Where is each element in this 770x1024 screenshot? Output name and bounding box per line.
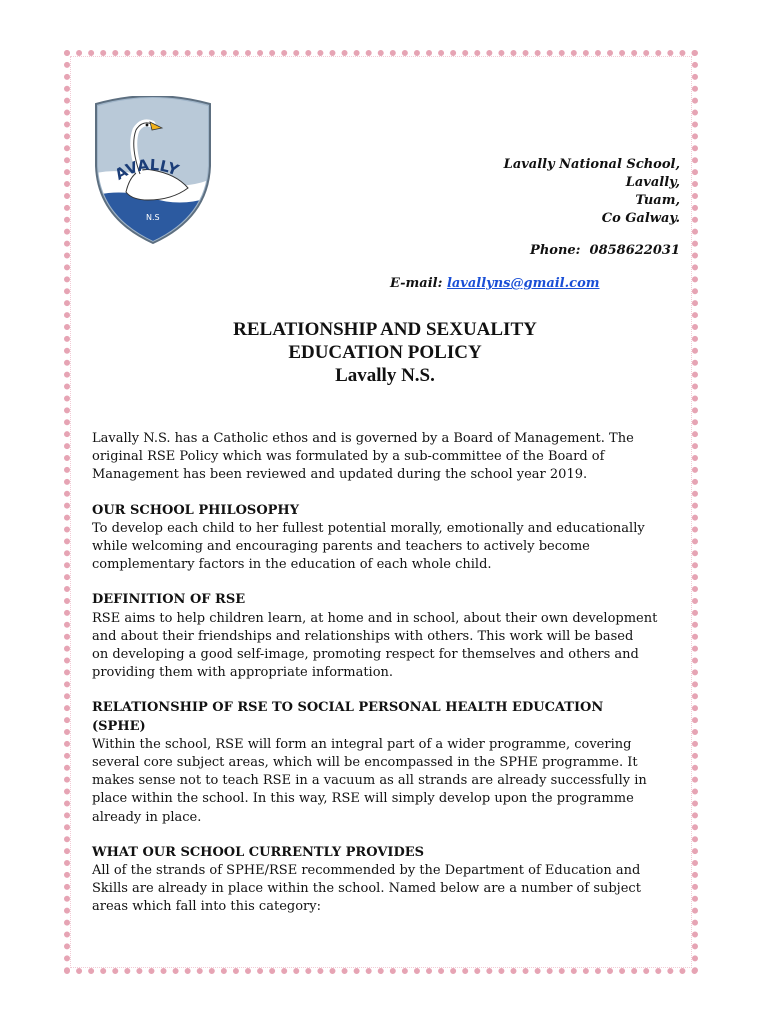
- text-line: original RSE Policy which was formulated by a sub-committee of the Board of: [92, 449, 605, 465]
- email-label: E-mail:: [390, 276, 443, 291]
- title-line-3: Lavally N.S.: [335, 365, 435, 386]
- section-paragraph-relationship: [92, 736, 682, 827]
- text-line: makes sense not to teach RSE in a vacuum as all strands are already successfully in: [92, 773, 647, 789]
- crest-text: AVALLY: [111, 155, 182, 184]
- address-line: Lavally,: [625, 175, 680, 190]
- text-line: place within the school. In this way, RSE will simply develop upon the programme: [92, 791, 634, 807]
- text-line: areas which fall into this category:: [92, 899, 321, 915]
- text-line: providing them with appropriate information.: [92, 665, 394, 681]
- text-line: and about their friendships and relationships with others. This work will be based: [92, 628, 634, 644]
- text-line: RSE aims to help children learn, at home and in school, about their own development: [92, 610, 658, 626]
- text-line: on developing a good self-image, promoting respect for themselves and others and: [92, 647, 639, 663]
- address-line: Co Galway.: [601, 211, 680, 226]
- intro-paragraph: [92, 430, 682, 485]
- school-crest-logo: [92, 96, 214, 244]
- section-heading-definition: DEFINITION OF RSE: [92, 592, 246, 608]
- section-paragraph-provides: [92, 862, 682, 917]
- phone-label: Phone:: [530, 243, 581, 258]
- section-heading-relationship: RELATIONSHIP OF RSE TO SOCIAL PERSONAL HEALTH EDUCATION: [92, 700, 604, 716]
- school-address: [504, 156, 680, 228]
- text-line: Within the school, RSE will form an integral part of a wider programme, covering: [92, 736, 632, 752]
- text-line: All of the strands of SPHE/RSE recommended by the Department of Education and: [92, 863, 641, 879]
- section-heading-relationship-cont: (SPHE): [92, 718, 146, 734]
- text-line: already in place.: [92, 809, 202, 825]
- section-paragraph-philosophy: [92, 520, 682, 575]
- text-line: Lavally N.S. has a Catholic ethos and is governed by a Board of Management. The: [92, 431, 634, 446]
- phone-number: 0858622031: [589, 243, 680, 258]
- school-email: [390, 276, 600, 291]
- title-line-2: EDUCATION POLICY: [288, 342, 482, 363]
- school-phone: [530, 243, 680, 258]
- text-line: while welcoming and encouraging parents and teachers to actively become: [92, 539, 590, 555]
- policy-body: [92, 430, 682, 934]
- section-heading-philosophy: OUR SCHOOL PHILOSOPHY: [92, 502, 299, 518]
- email-link[interactable]: lavallyns@gmail.com: [446, 276, 600, 291]
- text-line: To develop each child to her fullest potential morally, emotionally and educationally: [92, 520, 645, 536]
- section-heading-provides: WHAT OUR SCHOOL CURRENTLY PROVIDES: [92, 844, 425, 860]
- address-line: Tuam,: [635, 193, 680, 208]
- policy-title: [92, 318, 678, 387]
- text-line: several core subject areas, which will be encompassed in the SPHE programme. It: [92, 755, 638, 771]
- crest-small-text: N.S: [146, 213, 160, 222]
- text-line: Management has been reviewed and updated during the school year 2019.: [92, 467, 588, 483]
- section-paragraph-definition: [92, 610, 682, 683]
- address-line: Lavally National School,: [503, 157, 680, 172]
- text-line: complementary factors in the education of each whole child.: [92, 557, 492, 573]
- text-line: Skills are already in place within the school. Named below are a number of subject: [92, 881, 641, 897]
- title-line-1: RELATIONSHIP AND SEXUALITY: [233, 319, 537, 340]
